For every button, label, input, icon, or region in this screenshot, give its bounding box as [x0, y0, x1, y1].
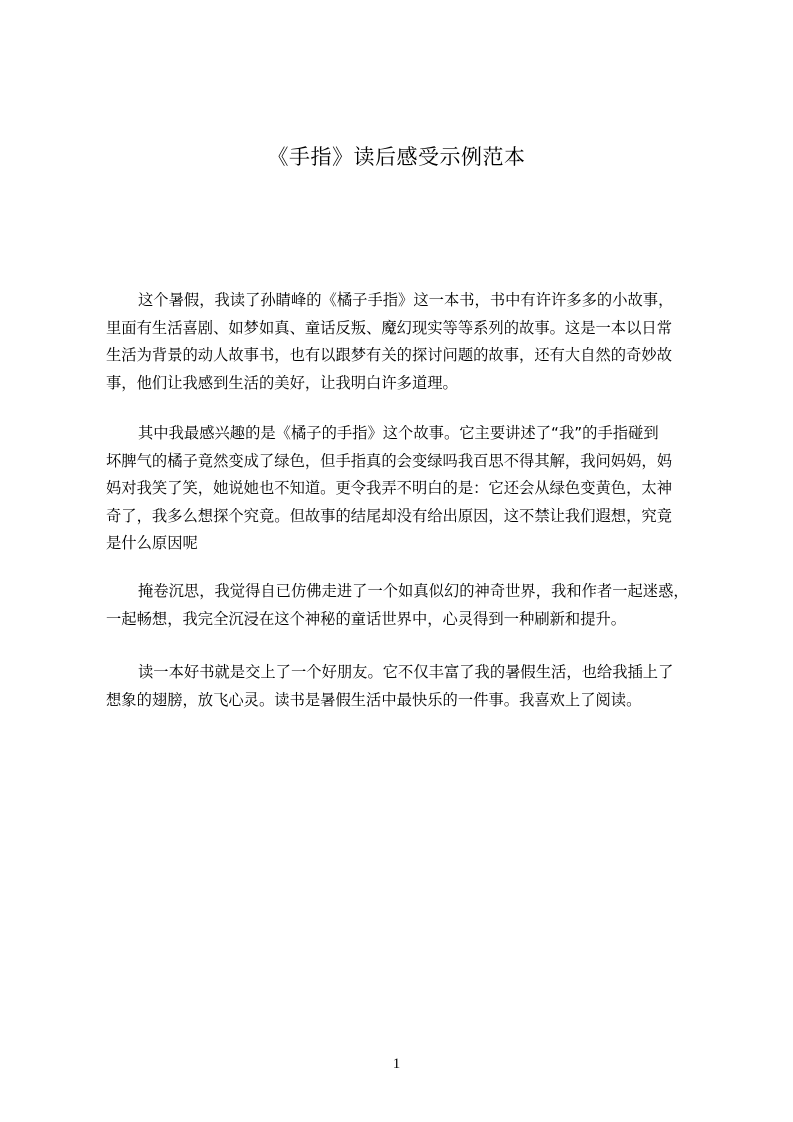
paragraph-line: 读一本好书就是交上了一个好朋友。它不仅丰富了我的暑假生活，也给我插上了 — [138, 663, 674, 681]
paragraph-3 — [106, 578, 716, 633]
paragraph-line: 里面有生活喜剧、如梦如真、童话反叛、魔幻现实等等系列的故事。这是一本以日常 — [106, 318, 672, 337]
paragraph-line: 掩卷沉思，我觉得自已仿佛走进了一个如真似幻的神奇世界，我和作者一起迷惑， — [138, 582, 689, 600]
paragraph-line: 生活为背景的动人故事书，也有以跟梦有关的探讨问题的故事，还有大自然的奇妙故 — [106, 346, 672, 364]
paragraph-2 — [106, 420, 716, 558]
paragraph-1 — [106, 287, 716, 397]
paragraph-line: 奇了，我多么想探个究竟。但故事的结尾却没有给出原因，这不禁让我们遐想，究竟 — [106, 506, 672, 525]
paragraph-line: 这个暑假，我读了孙睛峰的《橘子手指》这一本书，书中有许许多多的小故事， — [138, 291, 674, 309]
page-number: 1 — [392, 1056, 401, 1072]
paragraph-line: 坏脾气的橘子竟然变成了绿色，但手指真的会变绿吗我百思不得其解，我问妈妈，妈 — [106, 451, 672, 470]
paragraph-line: 事，他们让我感到生活的美好，让我明白许多道理。 — [106, 373, 458, 392]
paragraph-line: 是什么原因呢 — [106, 534, 198, 552]
paragraph-line: 妈对我笑了笑，她说她也不知道。更令我弄不明白的是：它还会从绿色变黄色，太神 — [106, 479, 672, 497]
paragraph-line: 一起畅想，我完全沉浸在这个神秘的童话世界中，心灵得到一种刷新和提升。 — [106, 609, 627, 628]
paragraph-4 — [106, 659, 716, 714]
paragraph-line: 想象的翅膀，放飞心灵。读书是暑假生活中最快乐的一件事。我喜欢上了阅读。 — [106, 690, 642, 709]
paragraph-line: 其中我最感兴趣的是《橘子的手指》这个故事。它主要讲述了“我”的手指碰到 — [138, 424, 659, 442]
document-title: 《手指》读后感受示例范本 — [267, 145, 526, 169]
